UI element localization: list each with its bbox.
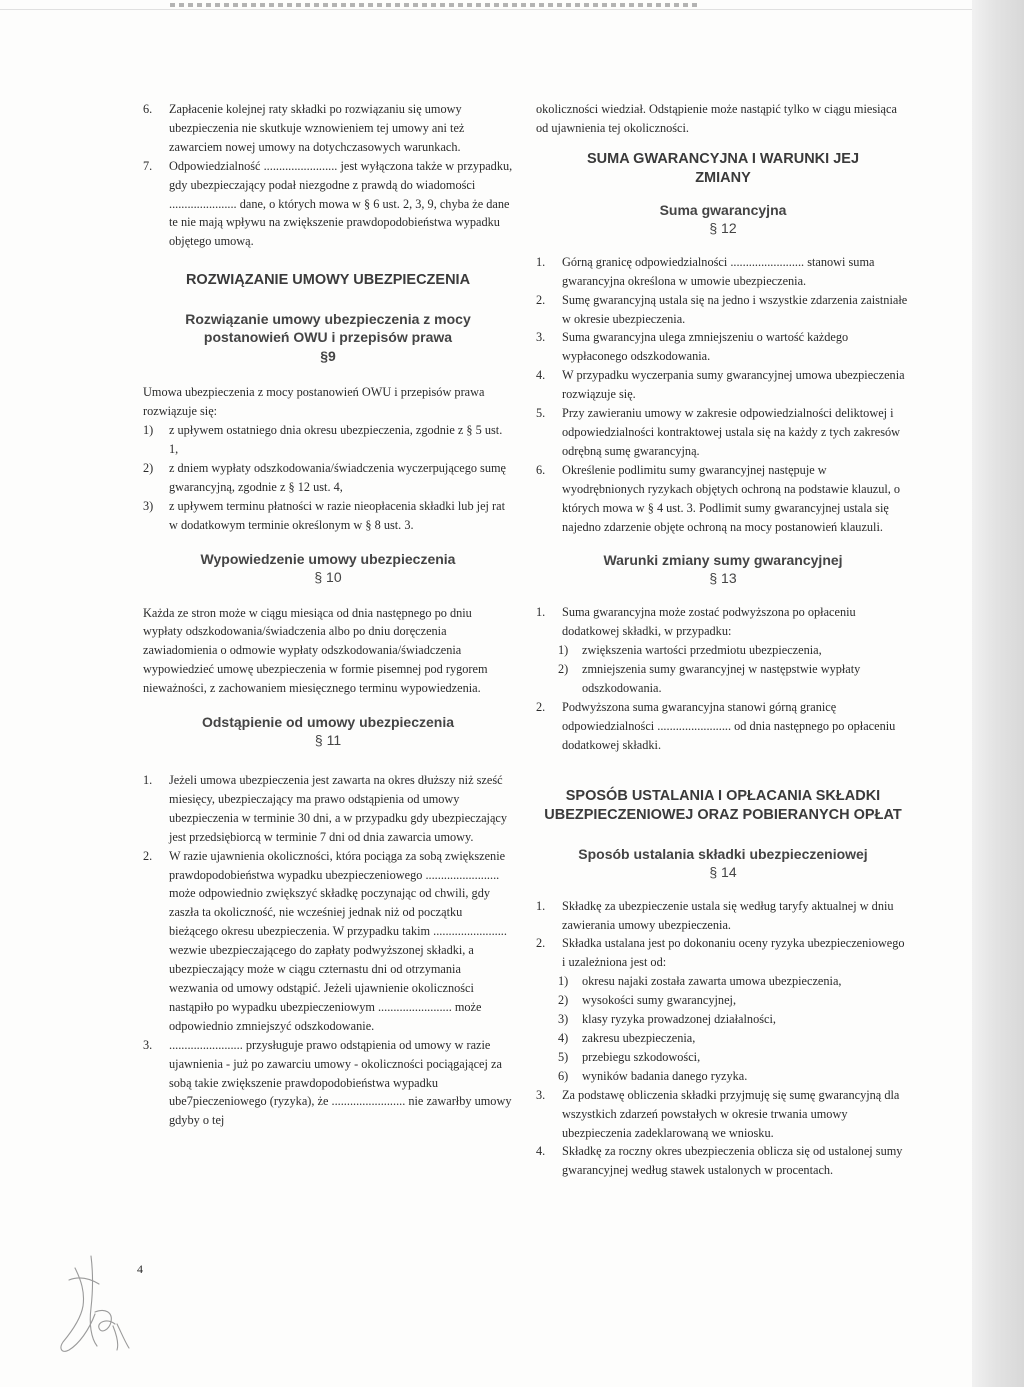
sub-item	[536, 1029, 910, 1048]
item-text: Określenie podlimitu sumy gwarancyjnej następuje w wyodrębnionych ryzykach objętych ochroną na podstawie klauzul, o których mowa w § 4 ust. 3. Podlimit sumy gwarancyjnej ustala się najedno zdarzenie objęte ochroną na mocy postanowień klauzuli.	[562, 462, 901, 534]
right-column	[536, 100, 910, 1180]
sub-item-text: klasy ryzyka prowadzonej działalności,	[582, 1012, 776, 1027]
item-text: Przy zawieraniu umowy w zakresie odpowiedzialności deliktowej i odpowiedzialności kontraktowej ustala się na każdy z tych zakresów odrębną sumę gwarancyjną.	[562, 406, 901, 458]
sub-item-number: 4)	[558, 1031, 569, 1045]
item-number: 2.	[536, 292, 546, 307]
item-number: 5.	[536, 406, 546, 421]
item-text: ........................ przysługuje prawo odstąpienia od umowy w razie ujawnienia - już po zawarciu umowy - okoliczności pociągającej za sobą takie zwiększenie prawdopodobieństwa wypadku ube7pieczeniowego (ryzyka), że ........................ nie zawarłby umowy gdyby o tej	[169, 1037, 512, 1128]
list-item	[143, 100, 513, 157]
item-number: 6.	[536, 462, 546, 477]
par9-list	[143, 421, 513, 534]
item-number: 3)	[143, 498, 154, 513]
sub-item-number: 1)	[558, 643, 569, 658]
subsection-heading: Rozwiązanie umowy ubezpieczenia z mocy postanowień OWU i przepisów prawa	[185, 311, 471, 346]
item-text: Suma gwarancyjna może zostać podwyższona po opłaceniu dodatkowej składki, w przypadku:	[562, 605, 856, 639]
sub-item	[536, 972, 910, 991]
item-text: Składkę za ubezpieczenie ustala się według taryfy aktualnej w dniu zawierania umowy ubezpieczenia.	[562, 898, 894, 932]
sub-item-text: wyników badania danego ryzyka.	[582, 1068, 748, 1083]
list-item	[143, 459, 513, 497]
item-number: 2.	[143, 848, 153, 863]
list-item	[536, 253, 910, 291]
list-item	[536, 291, 910, 329]
list-item	[536, 461, 910, 537]
item-number: 4.	[536, 368, 546, 383]
left-column	[143, 100, 513, 1130]
list-item	[143, 847, 513, 1036]
page-number: 4	[137, 1262, 143, 1276]
sub-item-number: 1)	[558, 974, 569, 989]
subsection-heading: Wypowiedzenie umowy ubezpieczenia	[200, 550, 456, 567]
list-item	[536, 934, 910, 972]
sub-item	[536, 991, 910, 1010]
item-number: 7.	[143, 158, 153, 173]
sub-item-number: 2)	[558, 993, 569, 1008]
paragraph-number: § 12	[709, 219, 737, 236]
subsection-heading: Sposób ustalania składki ubezpieczeniowej	[578, 845, 868, 862]
sub-item-number: 5)	[558, 1049, 569, 1064]
sub-item-text: zmniejszenia sumy gwarancyjnej w następstwie wypłaty odszkodowania.	[582, 662, 861, 696]
sub-item-text: zwiększenia wartości przedmiotu ubezpieczenia,	[582, 643, 822, 658]
paragraph-number: §9	[320, 348, 336, 365]
sub-item-text: okresu najaki została zawarta umowa ubezpieczenia,	[582, 974, 842, 989]
sub-item	[536, 641, 910, 660]
subsection-heading: Odstąpienie od umowy ubezpieczenia	[201, 714, 455, 731]
list-item	[536, 897, 910, 935]
scan-artifact-top	[170, 3, 700, 7]
par12-list	[536, 253, 910, 537]
item-text: Składkę za roczny okres ubezpieczenia oblicza się od ustalonej sumy gwarancyjnej według stawek ustalonych w procentach.	[562, 1144, 903, 1178]
list-item	[143, 1036, 513, 1131]
item-number: 1.	[536, 605, 546, 620]
list-item	[536, 1142, 910, 1180]
par11-list	[143, 771, 513, 1130]
sub-item-text: zakresu ubezpieczenia,	[582, 1031, 696, 1045]
sub-item	[536, 660, 910, 698]
section-heading: SPOSÓB USTALANIA I OPŁACANIA SKŁADKI UBEZPIECZENIOWEJ ORAZ POBIERANYCH OPŁAT	[544, 787, 902, 823]
page-edge-shadow	[972, 0, 1024, 1387]
section-heading: ROZWIĄZANIE UMOWY UBEZPIECZENIA	[185, 272, 471, 289]
list-item	[536, 698, 910, 755]
item-text: z dniem wypłaty odszkodowania/świadczenia wyczerpującego sumę gwarancyjną, zgodnie z § 12 ust. 4,	[169, 460, 507, 494]
item-text: W przypadku wyczerpania sumy gwarancyjnej umowa ubezpieczenia rozwiązuje się.	[562, 368, 905, 402]
paragraph-number: § 14	[709, 863, 737, 880]
item-text: Odpowiedzialność ........................ jest wyłączona także w przypadku, gdy ubezpieczający podał niezgodne z prawdą do wiadomości ...................... dane, o których mowa w § 6 ust. 2, 3, 9, chyba że dane te nie mają wpływu na zwiększenie prawdopodobieństwa wypadku objętego umową.	[169, 158, 513, 249]
list-item	[536, 603, 910, 641]
subsection-heading: Suma gwarancyjna	[659, 201, 787, 218]
item-number: 1)	[143, 423, 154, 438]
item-number: 3.	[536, 1087, 546, 1102]
item-text: Jeżeli umowa ubezpieczenia jest zawarta na okres dłuższy niż sześć miesięcy, ubezpieczający ma prawo odstąpienia od umowy ubezpieczenia w terminie 30 dni, a w przypadku gdy ubezpieczający jest przedsiębiorcą w terminie 7 dni od dnia zawarcia umowy.	[169, 773, 508, 844]
list-item	[143, 421, 513, 459]
item-number: 2.	[536, 699, 546, 714]
sub-item-text: przebiegu szkodowości,	[582, 1049, 701, 1064]
list-item	[536, 328, 910, 366]
item-text: W razie ujawnienia okoliczności, która pociąga za sobą zwiększenie prawdopodobieństwa wypadku ubezpieczeniowego ........................ może odpowiednio zwiększyć składkę poczynając od chwili, gdy zaszła ta okoliczność, nie wcześniej jednak niż od początku bieżącego okresu ubezpieczenia. W przypadku takim ........................ wezwie ubezpieczającego do zapłaty podwyższonej składki, a ubezpieczający może w ciągu czternastu dni od otrzymania wezwania od umowy odstąpić. Jeżeli ujawnienie okoliczności nastąpiło po wypadku ubezpieczeniowym ........................ może odpowiednio zmniejszyć odszkodowanie.	[169, 848, 507, 1033]
item-number: 6.	[143, 102, 153, 116]
item-text: Suma gwarancyjna ulega zmniejszeniu o wartość każdego wypłaconego odszkodowania.	[562, 330, 849, 364]
list-item	[143, 497, 513, 535]
subsection-heading: Warunki zmiany sumy gwarancyjnej	[603, 552, 843, 569]
list-item	[143, 157, 513, 252]
item-text: Składka ustalana jest po dokonaniu oceny ryzyka ubezpieczeniowego i uzależniona jest od:	[562, 936, 905, 970]
list-item	[536, 404, 910, 461]
item-number: 1.	[536, 254, 546, 269]
item-number: 2.	[536, 936, 546, 951]
item-number: 3.	[143, 1037, 153, 1052]
paragraph-number: § 10	[314, 568, 342, 585]
item-text: Za podstawę obliczenia składki przyjmuję się sumę gwarancyjną dla wszystkich zdarzeń powstałych w okresie trwania umowy ubezpieczenia zadeklarowaną we wniosku.	[562, 1087, 900, 1140]
handwritten-signature	[55, 1250, 135, 1360]
item-text: Górną granicę odpowiedzialności ........................ stanowi suma gwarancyjna określona w umowie ubezpieczenia.	[562, 254, 875, 288]
sub-item-number: 2)	[558, 662, 569, 677]
item-number: 1.	[143, 773, 153, 788]
list-item	[536, 366, 910, 404]
item-number: 2)	[143, 460, 154, 475]
paragraph-number: § 11	[314, 732, 342, 749]
item-text: z upływem terminu płatności w razie nieopłacenia składki lub jej rat w dodatkowym terminie określonym w § 8 ust. 3.	[169, 498, 506, 532]
item-number: 1.	[536, 898, 546, 913]
scan-edge-line	[0, 9, 972, 10]
item-number: 4.	[536, 1144, 546, 1159]
item-text: z upływem ostatniego dnia okresu ubezpieczenia, zgodnie z § 5 ust. 1,	[169, 423, 503, 456]
par14-list	[536, 897, 910, 1181]
sub-item-number: 3)	[558, 1012, 569, 1027]
sub-item-number: 6)	[558, 1068, 569, 1083]
sub-item-text: wysokości sumy gwarancyjnej,	[582, 993, 737, 1008]
continued-text: okoliczności wiedział. Odstąpienie może nastąpić tylko w ciągu miesiąca od ujawnienia tej okoliczności.	[536, 102, 897, 135]
paragraph-intro: Umowa ubezpieczenia z mocy postanowień OWU i przepisów prawa rozwiązuje się:	[143, 385, 485, 419]
sub-item	[536, 1010, 910, 1029]
list-item	[536, 1086, 910, 1143]
list-item	[143, 771, 513, 847]
paragraph-text: Każda ze stron może w ciągu miesiąca od dnia następnego po dniu wypłaty odszkodowania/świadczenia albo po dniu doręczenia zawiadomienia o odmowie wypłaty odszkodowania/świadczenia wypowiedzieć umowę ubezpieczenia w formie pisemnej pod rygorem nieważności, z zachowaniem miesięcznego terminu wypowiedzenia.	[143, 605, 488, 696]
sub-item	[536, 1067, 910, 1086]
item-number: 3.	[536, 330, 546, 345]
par13-list	[536, 603, 910, 754]
item-text: Sumę gwarancyjną ustala się na jedno i wszystkie zdarzenia zaistniałe w okresie ubezpieczenia.	[562, 292, 908, 326]
sub-item	[536, 1048, 910, 1067]
item-text: Zapłacenie kolejnej raty składki po rozwiązaniu się umowy ubezpieczenia nie skutkuje wznowieniem tej umowy ani też zawarciem nowej umowy na dotychczasowych warunkach.	[169, 102, 465, 154]
paragraph-number: § 13	[709, 570, 737, 587]
section-heading: SUMA GWARANCYJNA I WARUNKI JEJ ZMIANY	[586, 150, 860, 186]
item-text: Podwyższona suma gwarancyjna stanowi górną granicę odpowiedzialności ........................ od dnia następnego po opłaceniu dodatkowej składki.	[562, 699, 896, 752]
